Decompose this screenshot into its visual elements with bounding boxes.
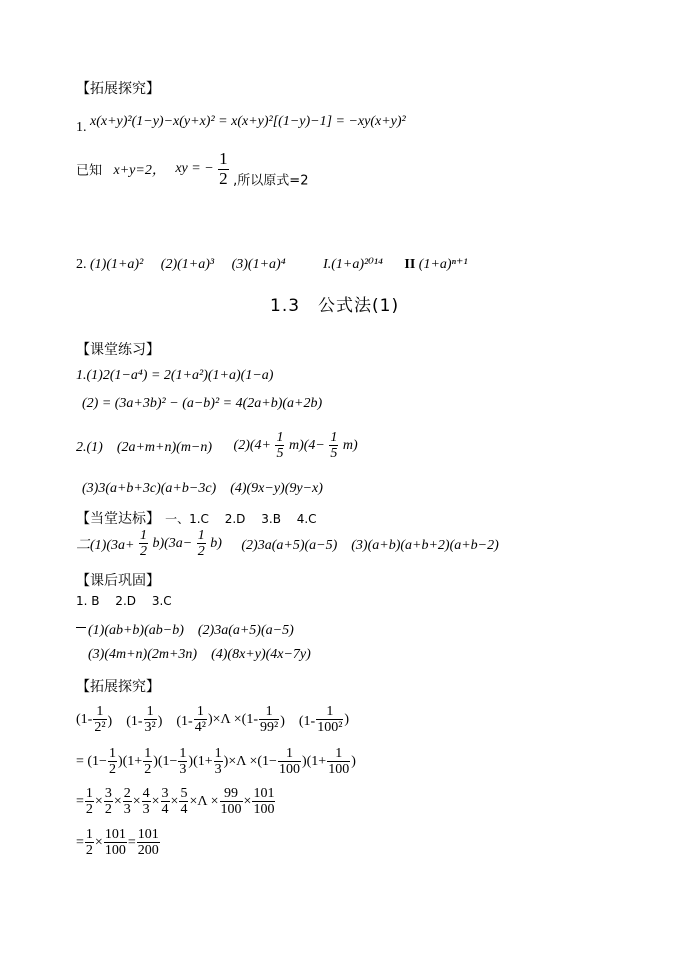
expr-text: = [76, 793, 84, 809]
problem-2-part-5: (1+a)ⁿ⁺¹ [418, 257, 468, 272]
numerator: 1 [85, 827, 93, 842]
denominator: 100 [278, 762, 300, 778]
expr-text: ) [344, 711, 350, 727]
numerator: 1 [327, 746, 350, 762]
denominator: 2² [94, 720, 106, 736]
numerator: 1 [259, 704, 279, 720]
fraction [144, 704, 157, 736]
section-title: 1.3 公式法(1) [270, 296, 400, 316]
fraction [93, 704, 106, 736]
expr-text: × [113, 793, 122, 809]
expr-text: × [243, 793, 252, 809]
expr-text: )(1+ [188, 753, 213, 769]
section-heading-standard-check: 【当堂达标】 [76, 511, 160, 527]
extension-row-1 [76, 704, 349, 736]
numerator: 1 [144, 746, 152, 761]
fraction [85, 827, 94, 859]
given-sum: x+y=2， [113, 163, 166, 179]
denominator: 100 [253, 802, 275, 818]
numerator: 1 [179, 746, 187, 761]
expr-text: = [127, 834, 136, 850]
expr-text: ) (1- [157, 713, 193, 729]
fraction [108, 746, 117, 778]
denominator: 2 [144, 762, 152, 778]
after-class-part-2 [76, 612, 406, 662]
denominator: 5 [330, 446, 338, 462]
expr-text: × [170, 793, 179, 809]
fraction [143, 746, 152, 778]
denominator: 2 [108, 762, 116, 778]
practice-2-2-c: m) [342, 437, 358, 453]
standard-check-fraction-a [139, 528, 148, 560]
denominator: 200 [137, 843, 159, 859]
numerator: 3 [104, 786, 112, 801]
denominator: 4 [161, 802, 169, 818]
after-class-choices: 1. B 2.D 3.C [76, 594, 172, 608]
fraction [252, 786, 275, 818]
numerator: 1 [276, 430, 284, 445]
given-label: 已知 [76, 163, 103, 179]
extension-row-3 [76, 786, 276, 818]
practice-2-2-fraction-a [275, 430, 284, 462]
numerator: 2 [123, 786, 131, 801]
fraction [194, 704, 207, 736]
section-heading-after-class: 【课后巩固】 [76, 573, 160, 589]
expr-text: ) (1- [107, 713, 143, 729]
given-fraction-numerator: 1 [219, 149, 228, 168]
denominator: 2 [85, 843, 93, 859]
standard-check-2-rest: (2)3a(a+5)(a−5) (3)(a+b)(a+b+2)(a+b−2) [241, 537, 499, 553]
after-class-line-1: (1)(ab+b)(ab−b) (2)3a(a+5)(a−5) [88, 623, 294, 638]
section-heading-class-practice: 【课堂练习】 [76, 342, 160, 358]
expr-text: )(1− [153, 753, 178, 769]
fraction [161, 786, 170, 818]
expr-text: × [151, 793, 160, 809]
numerator: 1 [330, 430, 338, 445]
numerator: 4 [142, 786, 150, 801]
standard-check-2-1-c: b) [210, 535, 222, 551]
expr-text: )×Λ ×(1- [207, 711, 259, 727]
practice-2-line-1 [76, 430, 358, 462]
standard-check-choices: 一、1.C 2.D 3.B 4.C [165, 512, 317, 526]
numerator: 1 [197, 528, 205, 543]
standard-check-part-2 [76, 528, 499, 560]
practice-1-1: 1.(1)2(1−a⁴) = 2(1+a²)(1+a)(1−a) [76, 368, 274, 383]
practice-1-2: (2) = (3a+3b)² − (a−b)² = 4(2a+b)(a+2b) [82, 396, 323, 411]
numerator: 1 [93, 704, 106, 720]
fraction [142, 786, 151, 818]
expr-text: )(1+ [301, 753, 327, 769]
given-fraction [218, 150, 229, 188]
denominator: 3 [123, 802, 131, 818]
practice-2-2-a: (2)(4+ [233, 437, 271, 453]
given-fraction-denominator: 2 [219, 168, 228, 188]
denominator: 100 [104, 843, 126, 859]
expr-text: ) (1- [280, 713, 316, 729]
expr-text: (1- [76, 711, 93, 727]
fraction [316, 704, 343, 736]
problem-2-line [76, 256, 468, 273]
standard-check-line [76, 508, 317, 528]
fraction [104, 827, 127, 859]
expr-text: )×Λ ×(1− [223, 753, 277, 769]
fraction [259, 704, 279, 736]
fraction [104, 786, 113, 818]
practice-2-2-fraction-b [329, 430, 338, 462]
numerator: 101 [137, 827, 159, 842]
numerator: 101 [104, 827, 126, 842]
expr-text: × [132, 793, 141, 809]
denominator: 5 [276, 446, 284, 462]
denominator: 2 [197, 544, 205, 560]
fraction [137, 827, 160, 859]
problem-2-part-5-label: II [404, 257, 416, 272]
fraction [179, 786, 188, 818]
section-heading-extension-2: 【拓展探究】 [76, 679, 160, 695]
denominator: 3 [214, 762, 222, 778]
standard-check-fraction-b [197, 528, 206, 560]
numerator: 1 [316, 704, 343, 720]
denominator: 2 [104, 802, 112, 818]
problem-2-part-3: (3)(1+a)⁴ [231, 257, 286, 272]
numerator: 99 [220, 786, 243, 802]
expr-text: × [94, 793, 103, 809]
standard-check-2-1-b: b)(3a− [152, 535, 193, 551]
numerator: 1 [144, 704, 157, 720]
expr-text: ×Λ × [189, 793, 219, 809]
denominator: 2 [85, 802, 93, 818]
problem-2-part-2: (2)(1+a)³ [160, 257, 215, 272]
numerator: 5 [180, 786, 188, 801]
denominator: 4 [180, 802, 188, 818]
problem-1-expression: x(x+y)²(1−y)−x(y+x)² = x(x+y)²[(1−y)−1] = −xy(x+y)² [90, 114, 406, 129]
expr-text: = (1− [76, 753, 107, 769]
given-line [76, 150, 308, 200]
extension-row-2 [76, 746, 356, 778]
problem-1-number: 1. [76, 120, 87, 135]
numerator: 1 [85, 786, 93, 801]
denominator: 3 [179, 762, 187, 778]
standard-check-2-1-a: 二(1)(3a+ [76, 537, 135, 553]
numerator: 1 [194, 704, 207, 720]
fraction [220, 786, 243, 818]
after-class-underline-mark [76, 627, 86, 628]
fraction [327, 746, 350, 778]
section-heading-extension-1: 【拓展探究】 [76, 81, 160, 97]
denominator: 2 [139, 544, 147, 560]
practice-2-2-b: m)(4− [288, 437, 325, 453]
denominator: 100 [220, 802, 242, 818]
expr-text: = [76, 834, 84, 850]
numerator: 1 [108, 746, 116, 761]
fraction [123, 786, 132, 818]
after-class-line-2: (3)(4m+n)(2m+3n) (4)(8x+y)(4x−7y) [88, 647, 311, 662]
denominator: 100 [328, 762, 350, 778]
denominator: 99² [260, 720, 279, 736]
given-result: ,所以原式=2 [233, 173, 309, 189]
numerator: 101 [253, 786, 275, 801]
fraction [214, 746, 223, 778]
given-product: xy = − [175, 161, 214, 177]
denominator: 3 [142, 802, 150, 818]
extension-row-4 [76, 827, 161, 859]
fraction [278, 746, 301, 778]
expr-text: )(1+ [117, 753, 143, 769]
numerator: 1 [214, 746, 222, 761]
expr-text: ) [351, 753, 356, 769]
expr-text: × [94, 834, 103, 850]
numerator: 3 [161, 786, 169, 801]
problem-1-line [76, 110, 406, 136]
numerator: 1 [139, 528, 147, 543]
problem-2-part-1: (1)(1+a)² [90, 257, 144, 272]
denominator: 100² [317, 720, 343, 736]
numerator: 1 [278, 746, 301, 762]
denominator: 3² [144, 720, 156, 736]
practice-2-1: 2.(1) (2a+m+n)(m−n) [76, 439, 213, 455]
denominator: 4² [194, 720, 206, 736]
fraction [178, 746, 187, 778]
problem-2-number: 2. [76, 257, 87, 272]
problem-2-part-4: I.(1+a)²⁰¹⁴ [323, 257, 383, 272]
practice-2-line-2: (3)3(a+b+3c)(a+b−3c) (4)(9x−y)(9y−x) [82, 481, 323, 496]
fraction [85, 786, 94, 818]
